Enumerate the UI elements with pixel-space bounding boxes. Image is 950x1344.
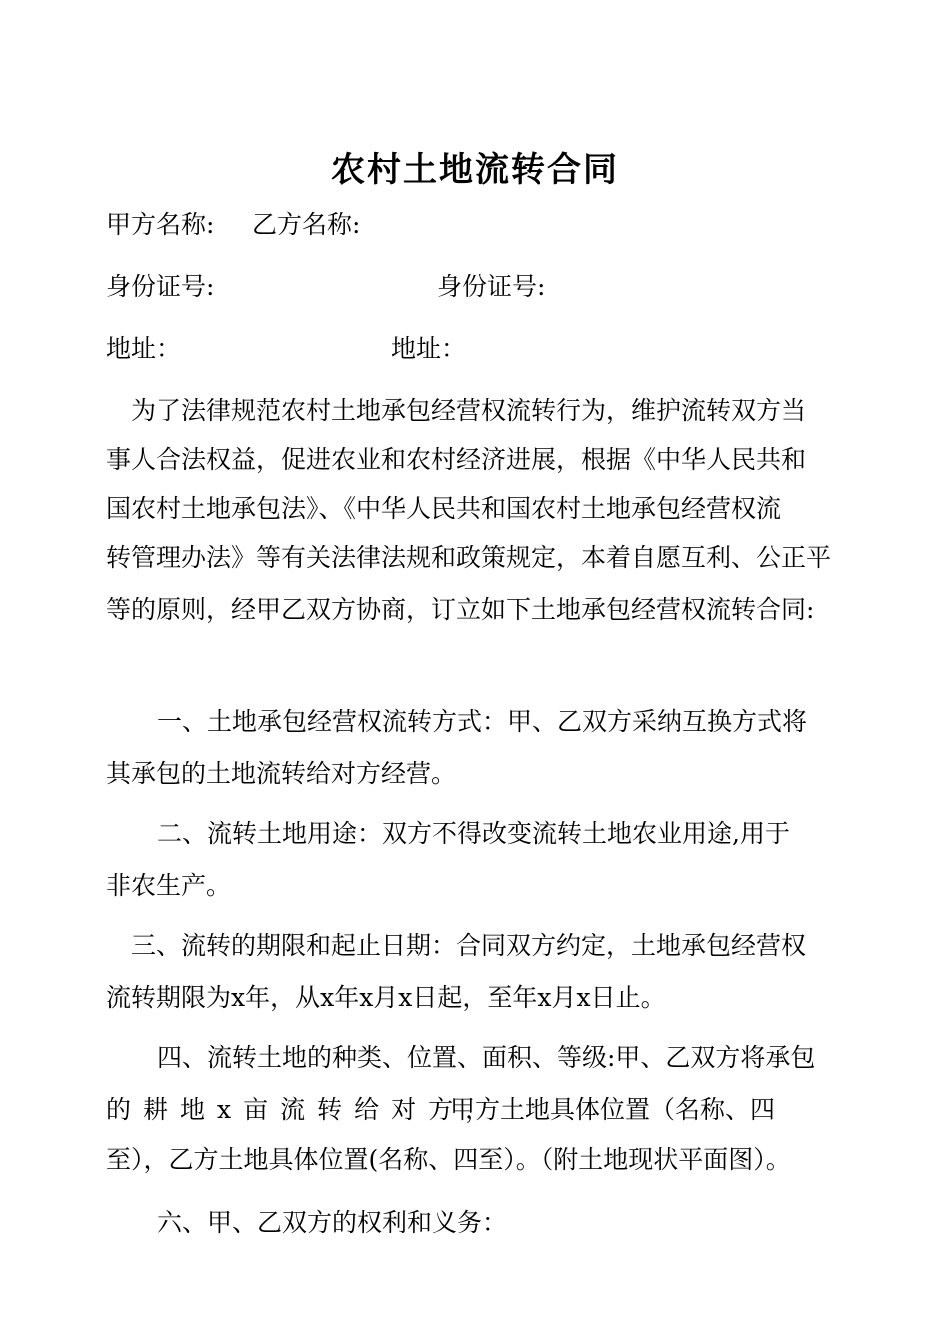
party-a-name-label: 甲方名称: (106, 210, 215, 239)
clause-4-line-3: 至），乙方土地具体位置(名称、四至）。（附土地现状平面图）。 (106, 1145, 791, 1174)
party-b-address-label: 地址： (391, 334, 467, 363)
clause-4-line-2a: 的耕地x亩流转给对方， (106, 1095, 503, 1124)
party-b-id-label: 身份证号: (437, 272, 546, 301)
clause-2-line-2: 非农生产。 (106, 871, 232, 900)
preamble-line-4: 转管理办法》等有关法律法规和政策规定，本着自愿互利、公正平 (106, 543, 832, 572)
party-a-address-label: 地址： (106, 334, 182, 363)
clause-6-line-1: 六、甲、乙双方的权利和义务： (157, 1208, 508, 1237)
preamble-line-2: 事人合法权益，促进农业和农村经济进展，根据《中华人民共和 (106, 445, 807, 474)
preamble-line-1: 为了法律规范农村土地承包经营权流转行为，维护流转双方当 (131, 396, 807, 425)
clause-1-line-1: 一、土地承包经营权流转方式：甲、乙双方采纳互换方式将 (157, 707, 808, 736)
clause-4-line-1: 四、流转土地的种类、位置、面积、等级:甲、乙双方将承包 (157, 1043, 816, 1072)
clause-1-line-2: 其承包的土地流转给对方经营。 (106, 759, 457, 788)
clause-4-line-2b: 甲方土地具体位置（名称、四 (450, 1095, 776, 1124)
clause-3-line-2: 流转期限为x年，从x年x月x日起，至年x月x日止。 (106, 983, 666, 1012)
party-b-name-label: 乙方名称: (252, 210, 361, 239)
preamble-line-3: 国农村土地承包法》、《中华人民共和国农村土地承包经营权流 (106, 494, 782, 523)
party-a-id-label: 身份证号: (106, 272, 215, 301)
clause-2-line-1: 二、流转土地用途：双方不得改变流转土地农业用途,用于 (157, 819, 790, 848)
clause-3-line-1: 三、流转的期限和起止日期：合同双方约定，土地承包经营权 (131, 931, 807, 960)
document-title: 农村土地流转合同 (331, 150, 619, 190)
preamble-line-5: 等的原则，经甲乙双方协商，订立如下土地承包经营权流转合同: (106, 595, 815, 624)
